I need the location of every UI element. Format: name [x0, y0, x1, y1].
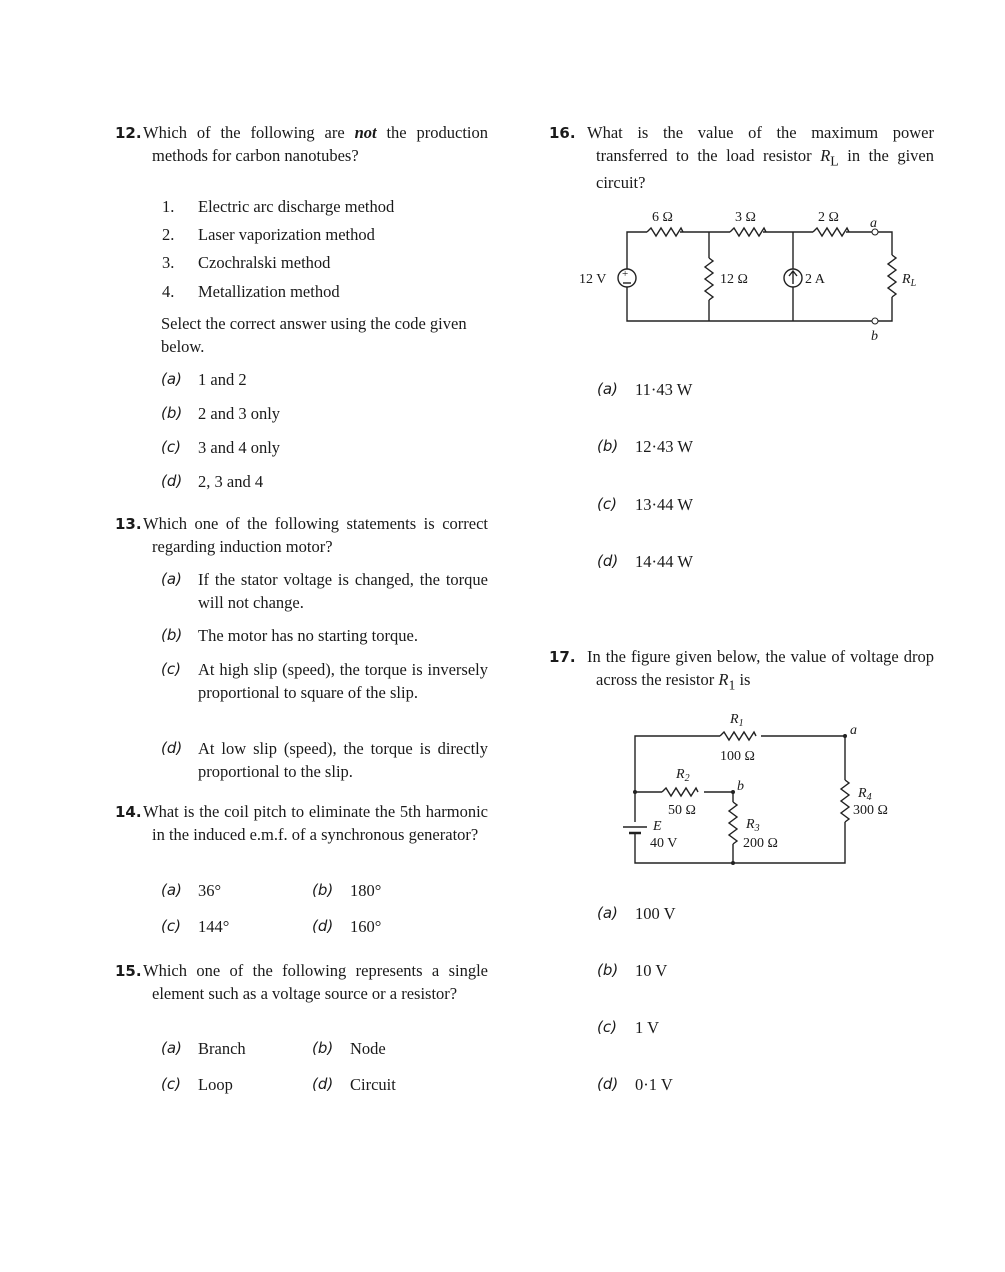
node-dot — [731, 861, 735, 865]
option-text[interactable]: 1 V — [635, 1018, 659, 1037]
item-number: 2. — [162, 225, 175, 244]
circuit-diagram-16 — [570, 200, 930, 350]
option-text[interactable]: If the stator voltage is changed, the torque will not change. — [198, 570, 488, 612]
option-label: (c) — [597, 1018, 617, 1036]
label-50-ohm: 50 Ω — [668, 803, 696, 818]
option-label: (b) — [597, 961, 619, 979]
option-label: (d) — [161, 472, 183, 490]
item-text: Laser vaporization method — [198, 225, 375, 244]
question-number: 15. — [115, 962, 142, 980]
option-text[interactable]: Circuit — [350, 1075, 396, 1094]
label-r3 — [745, 817, 760, 834]
label-40-v: 40 V — [650, 836, 678, 851]
question-stem — [143, 122, 488, 167]
load-symbol: R — [902, 272, 911, 287]
label-r1 — [729, 712, 744, 729]
question-stem: Which one of the following represents a single element such as a voltage source or a resistor? — [143, 961, 488, 1003]
option-text[interactable]: 160° — [350, 917, 382, 936]
option-text[interactable]: 2 and 3 only — [198, 404, 281, 423]
option-label: (a) — [161, 570, 182, 588]
wire — [761, 736, 845, 780]
resistor-12-ohm — [705, 258, 713, 300]
node-dot-b — [731, 790, 735, 794]
option-label: (a) — [161, 1039, 182, 1057]
wire — [878, 297, 892, 321]
stem-subscript: 1 — [728, 676, 736, 692]
question-stem — [587, 646, 934, 696]
label-300-ohm: 300 Ω — [853, 803, 888, 818]
label-12-v: 12 V — [579, 272, 607, 287]
question-number: 17. — [549, 648, 576, 666]
r2-subscript: 2 — [684, 773, 690, 784]
wire — [878, 232, 892, 255]
option-text[interactable]: 3 and 4 only — [198, 438, 281, 457]
option-label: (d) — [597, 1075, 619, 1093]
r1-symbol: R — [730, 712, 739, 727]
stem-symbol: R — [820, 145, 831, 165]
resistor-r2 — [662, 788, 698, 796]
wire — [627, 232, 647, 269]
option-label: (d) — [597, 552, 619, 570]
question-stem: Which one of the following statements is correct regarding induction motor? — [143, 514, 488, 556]
r3-subscript: 3 — [754, 823, 760, 834]
option-text[interactable]: Loop — [198, 1075, 233, 1094]
label-e: E — [653, 819, 662, 834]
option-label: (c) — [161, 917, 181, 935]
stem-text: is — [735, 669, 751, 689]
option-text[interactable]: At low slip (speed), the torque is directly proportional to the slip. — [198, 739, 488, 781]
question-number: 12. — [115, 124, 142, 142]
option-label: (b) — [597, 437, 619, 455]
label-2-a: 2 A — [805, 272, 825, 287]
label-100-ohm: 100 Ω — [720, 749, 755, 764]
option-text[interactable]: 144° — [198, 917, 230, 936]
r3-symbol: R — [746, 817, 755, 832]
plus-icon: + — [622, 268, 629, 280]
option-label: (c) — [161, 660, 181, 678]
option-text[interactable]: 14·44 W — [635, 552, 693, 571]
option-label: (c) — [597, 495, 617, 513]
question-number: 13. — [115, 515, 142, 533]
node-b: b — [871, 329, 878, 344]
resistor-6-ohm — [647, 228, 683, 236]
option-label: (a) — [161, 370, 182, 388]
terminal-b — [872, 318, 878, 324]
resistor-r1 — [720, 732, 756, 740]
node-a: a — [850, 723, 857, 738]
load-subscript: L — [910, 278, 917, 289]
option-text[interactable]: 1 and 2 — [198, 370, 247, 389]
item-text: Metallization method — [198, 282, 340, 301]
option-label: (d) — [312, 917, 334, 935]
resistor-r4 — [841, 780, 849, 822]
circuit-diagram-17 — [600, 700, 910, 870]
option-label: (b) — [312, 881, 334, 899]
instruction: Select the correct answer using the code given below. — [161, 314, 467, 356]
stem-text: What is the value of the maximum power transferred to the load resistor — [587, 123, 934, 165]
question-number: 14. — [115, 803, 142, 821]
option-text[interactable]: 13·44 W — [635, 495, 693, 514]
option-label: (a) — [597, 904, 618, 922]
item-text: Czochralski method — [198, 253, 331, 272]
option-label: (b) — [161, 404, 183, 422]
item-number: 3. — [162, 253, 175, 272]
option-label: (b) — [161, 626, 183, 644]
option-label: (d) — [161, 739, 183, 757]
wire — [704, 792, 733, 802]
r4-symbol: R — [858, 786, 867, 801]
option-text[interactable]: 10 V — [635, 961, 668, 980]
node-a: a — [870, 216, 877, 231]
stem-text: in the given circuit? — [596, 145, 934, 193]
option-label: (b) — [312, 1039, 334, 1057]
label-r2 — [675, 767, 690, 784]
question-number: 16. — [549, 124, 576, 142]
resistor-2-ohm — [813, 228, 849, 236]
option-label: (d) — [312, 1075, 334, 1093]
label-2-ohm: 2 Ω — [818, 210, 839, 225]
stem-text: In the figure given below, the value of voltage drop across the resistor — [587, 647, 934, 689]
label-6-ohm: 6 Ω — [652, 210, 673, 225]
node-dot-a — [843, 734, 847, 738]
option-text[interactable]: Branch — [198, 1039, 246, 1058]
label-rl — [901, 272, 917, 289]
option-text[interactable]: 36° — [198, 881, 222, 900]
option-text[interactable]: At high slip (speed), the torque is inversely proportional to square of the slip. — [198, 660, 488, 702]
load-resistor — [888, 255, 896, 297]
option-text[interactable]: Node — [350, 1039, 386, 1058]
option-label: (a) — [161, 881, 182, 899]
stem-symbol: R — [718, 669, 729, 689]
node-b: b — [737, 779, 744, 794]
label-12-ohm: 12 Ω — [720, 272, 748, 287]
option-text[interactable]: The motor has no starting torque. — [198, 626, 418, 645]
resistor-r3 — [729, 802, 737, 844]
stem-text: Which of the following are — [143, 123, 355, 142]
stem-emphasis: not — [354, 123, 377, 142]
resistor-3-ohm — [730, 228, 766, 236]
item-number: 4. — [162, 282, 175, 301]
option-label: (c) — [161, 1075, 181, 1093]
option-text[interactable]: 11·43 W — [635, 380, 693, 399]
question-stem — [587, 122, 934, 195]
r4-subscript: 4 — [866, 792, 872, 803]
option-text[interactable]: 2, 3 and 4 — [198, 472, 264, 491]
option-label: (c) — [161, 438, 181, 456]
option-text[interactable]: 12·43 W — [635, 437, 693, 456]
option-label: (a) — [597, 380, 618, 398]
label-3-ohm: 3 Ω — [735, 210, 756, 225]
label-200-ohm: 200 Ω — [743, 836, 778, 851]
item-text: Electric arc discharge method — [198, 197, 395, 216]
item-number: 1. — [162, 197, 175, 216]
option-text[interactable]: 180° — [350, 881, 382, 900]
stem-subscript: L — [830, 152, 839, 168]
r2-symbol: R — [676, 767, 685, 782]
stem-text: the production methods for carbon nanotubes? — [152, 123, 488, 165]
label-r4 — [857, 786, 872, 803]
r1-subscript: 1 — [738, 718, 744, 729]
wire — [627, 287, 872, 321]
question-stem: What is the coil pitch to eliminate the 5th harmonic in the induced e.m.f. of a synchronous generator? — [143, 802, 488, 844]
option-text[interactable]: 100 V — [635, 904, 676, 923]
option-text[interactable]: 0·1 V — [635, 1075, 673, 1094]
